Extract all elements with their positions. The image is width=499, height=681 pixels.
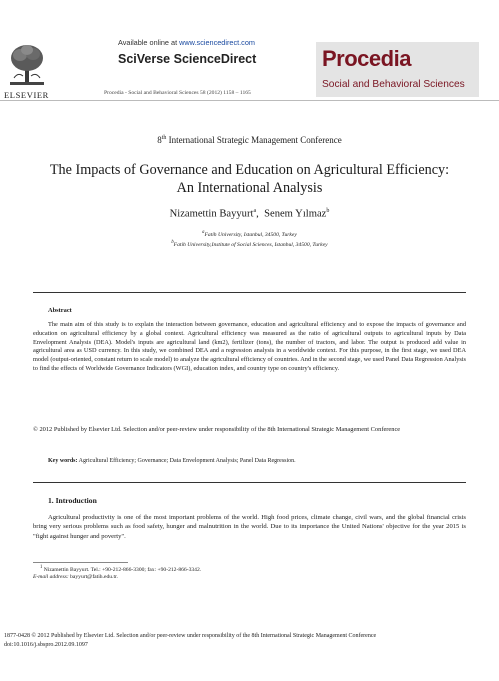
author-2-affiliation-mark: b [326,208,330,214]
header-divider [0,100,499,101]
available-online-line [118,38,255,47]
abstract-bottom-rule [33,482,466,483]
affiliation-a-mark: a [202,230,205,235]
author-1-affiliation-mark: a [253,208,257,214]
journal-citation: Procedia - Social and Behavioral Sciences 58 (2012) 1158 – 1165 [104,90,251,96]
email-address[interactable]: bayyurt@fatih.edu.tr. [68,574,118,580]
footnote-contact [40,565,201,573]
keywords-line [48,458,296,464]
affiliation-b [0,240,499,248]
abstract-top-rule [33,292,466,293]
footer-doi[interactable]: doi:10.1016/j.sbspro.2012.09.1097 [4,642,88,648]
author-2: Senem Yılmaz [264,208,327,220]
abstract-heading: Abstract [48,307,72,314]
footnote-text: Nizamettin Bayyurt. Tel.: +90-212-866-3300; fax: +90-212-866-3342. [42,566,202,573]
footer-issn-line: 1877-0428 © 2012 Published by Elsevier Ltd. Selection and/or peer-review under responsibility of the 8th International Strategic Management Conference [4,633,377,639]
publisher-name: ELSEVIER [4,90,49,100]
footnote-marker: 1 [40,565,43,570]
abstract-body: The main aim of this study is to explain the interaction between governance, education and agricultural efficiency and to expose the impacts of governance and education on agricultural efficiency by a global context. Agricultural efficiency was measured as the ratio of agricultural outputs to agricultural inputs by Data Envelopment Analysis (DEA). Model's inputs are agricultural land (km2), fertilizer (tons), the number of tractors, and labor. The output is produced add value in agricultural area as USD currency. In this study, we combined DEA and a regression analysis in a worldwide context. For this purpose, in the first stage, we used DEA model (output-oriented, constant return to scale model) to analyze the agricultural efficiency of countries. And in the second stage, we used Panel Data Regression Analysis to find the effects of Worldwide Governance Indicators (WGI), education index, and country type on country's efficiency. [33,321,466,372]
procedia-brand-title: Procedia [322,46,411,71]
platform-name: SciVerse ScienceDirect [118,52,257,66]
copyright-notice: © 2012 Published by Elsevier Ltd. Selection and/or peer-review under responsibility of the 8th International Strategic Management Conference [33,426,401,433]
conference-ordinal: 8 [157,135,162,145]
conference-title: International Strategic Management Conference [168,135,342,145]
footnote-email [33,574,118,580]
conference-ordinal-suffix: th [161,135,167,141]
section-heading: 1. Introduction [48,496,97,505]
email-label: E-mail address: [33,574,69,580]
author-list: Nizamettin Bayyurt$^a$, Senem Yılmaz$^b$ [169,208,330,220]
keywords-list: Agricultural Efficiency; Governance; Data Envelopment Analysis; Panel Data Regression. [77,458,296,464]
conference-name [0,135,499,145]
affiliation-b-mark: b [171,240,174,245]
affiliation-a-text: Fatih University, Istanbul, 34500, Turkey [204,231,297,238]
paper-title: The Impacts of Governance and Education on Agricultural Efficiency: An International Analysis [49,162,450,196]
elsevier-tree-logo [8,42,46,88]
section-body: Agricultural productivity is one of the most important problems of the world. High food prices, climate change, civil wars, and the global financial crisis bring very serious problems such as food safety, hunger and malnutrition in the world. Due to its importance the United Nations' objective for the year 2015 is "fight against hunger and poverty". [33,514,466,540]
affiliation-a [0,230,499,238]
author-1: Nizamettin Bayyurt [169,208,254,220]
affiliation-b-text: Fatih University,Institute of Social Sciences, Istanbul, 34500, Turkey [173,241,328,248]
procedia-brand-subtitle: Social and Behavioral Sciences [322,79,465,90]
available-prefix: Available online at [118,38,180,47]
keywords-label: Key words: [48,458,78,464]
sciencedirect-link[interactable]: www.sciencedirect.com [179,38,255,47]
footnote-rule [33,562,128,563]
